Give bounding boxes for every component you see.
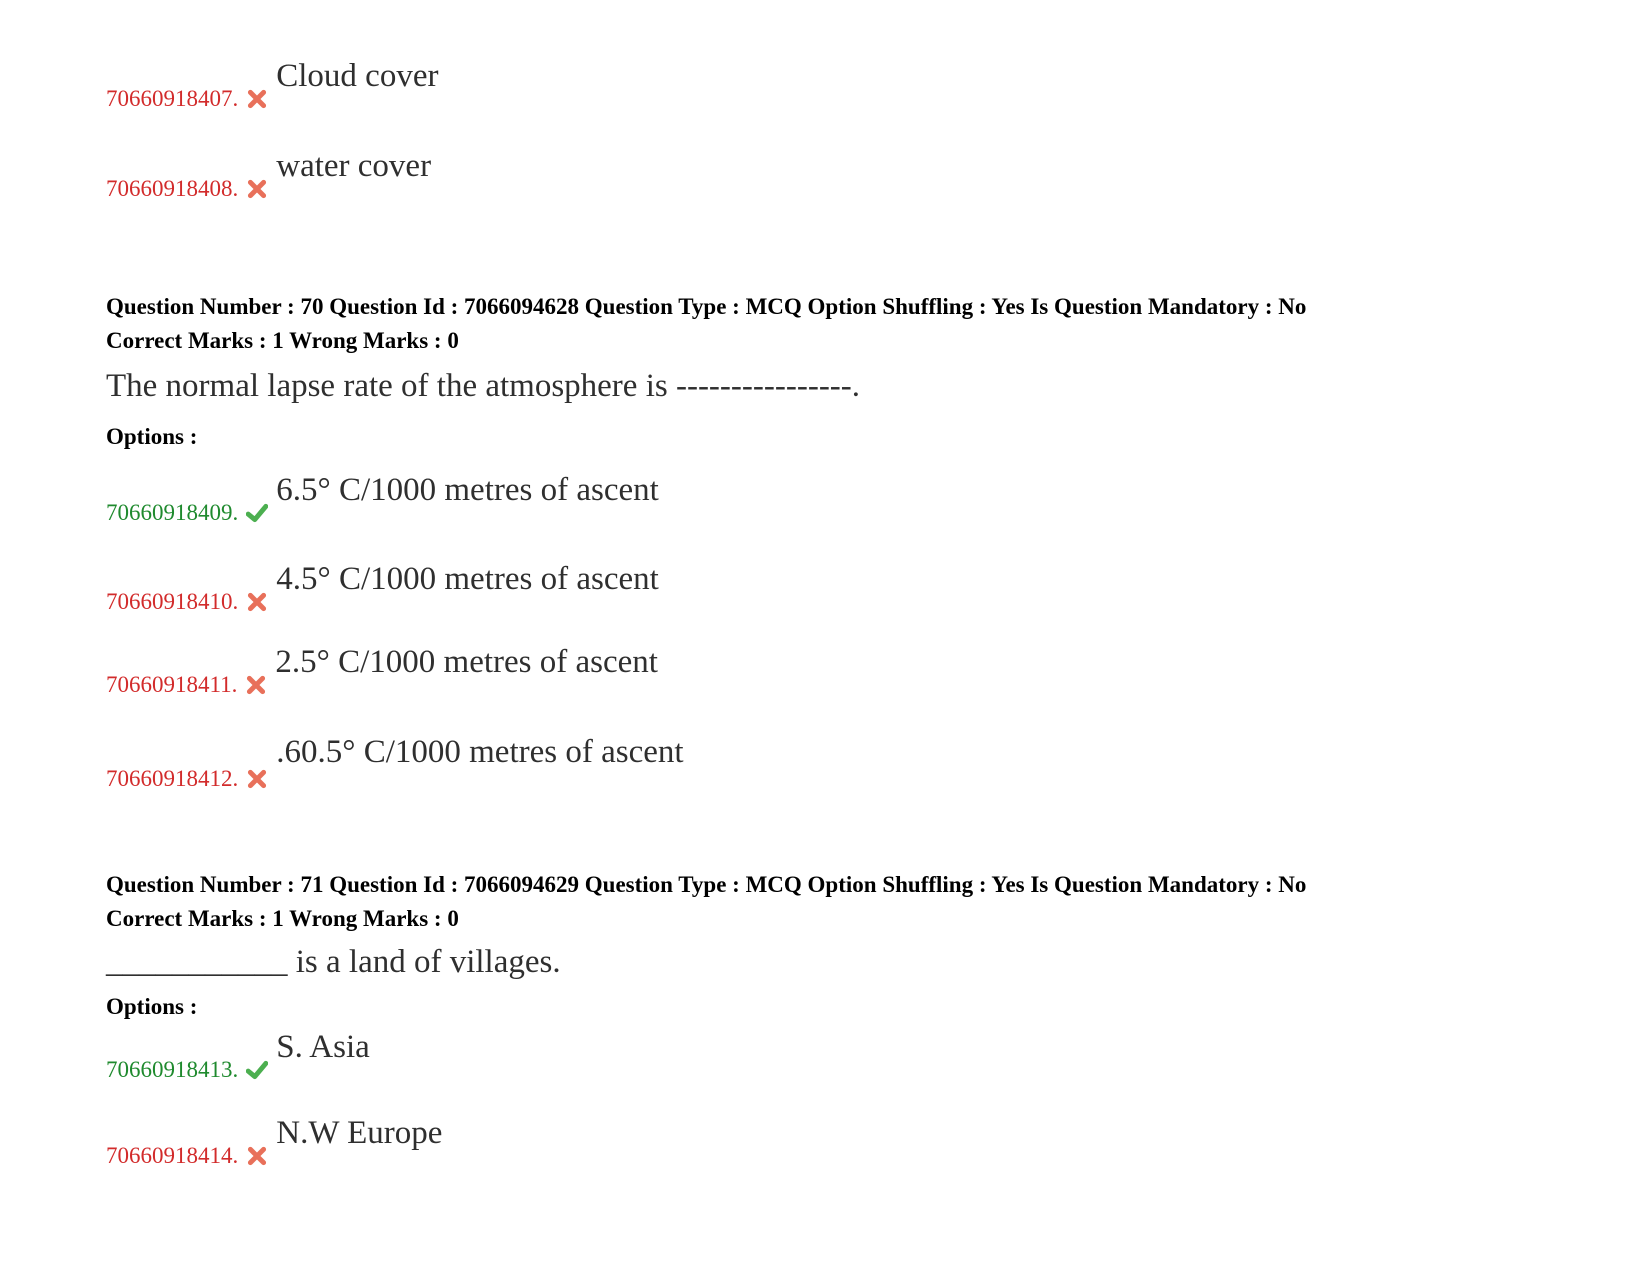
option-row [106,472,659,526]
cross-icon [246,768,268,790]
option-id: 70660918408. [106,176,239,201]
question-text: The normal lapse rate of the atmosphere is ----------------. [106,368,861,404]
option-text: S. Asia [276,1029,370,1065]
option-row [106,734,684,792]
option-id: 70660918413. [106,1057,239,1082]
option-text: 6.5° C/1000 metres of ascent [276,472,659,508]
check-icon [246,1059,268,1081]
question-marks: Correct Marks : 1 Wrong Marks : 0 [106,906,459,931]
option-text: N.W Europe [276,1115,443,1151]
options-label: Options : [106,424,198,449]
option-id: 70660918412. [106,766,239,791]
options-label: Options : [106,994,198,1019]
option-row [106,148,432,202]
option-text: .60.5° C/1000 metres of ascent [276,734,684,770]
option-id: 70660918410. [106,589,239,614]
question-meta: Question Number : 70 Question Id : 7066094628 Question Type : MCQ Option Shuffling : Yes Is Question Mandatory : No [106,294,1307,319]
check-icon [246,502,268,524]
question-text: ___________ is a land of villages. [106,944,561,980]
question-meta: Question Number : 71 Question Id : 7066094629 Question Type : MCQ Option Shuffling : Yes Is Question Mandatory : No [106,872,1307,897]
cross-icon [246,88,268,110]
option-row [106,1029,370,1083]
question-marks: Correct Marks : 1 Wrong Marks : 0 [106,328,459,353]
option-row [106,58,439,112]
option-id: 70660918414. [106,1143,239,1168]
option-id: 70660918411. [106,672,238,697]
cross-icon [246,178,268,200]
option-id: 70660918409. [106,500,239,525]
option-row [106,1115,443,1169]
option-row [106,561,659,615]
option-text: water cover [276,148,432,184]
option-text: 2.5° C/1000 metres of ascent [275,644,658,680]
option-text: 4.5° C/1000 metres of ascent [276,561,659,597]
cross-icon [246,591,268,613]
cross-icon [246,1145,268,1167]
option-text: Cloud cover [276,58,439,94]
cross-icon [245,674,267,696]
option-row [106,644,658,698]
option-id: 70660918407. [106,86,239,111]
